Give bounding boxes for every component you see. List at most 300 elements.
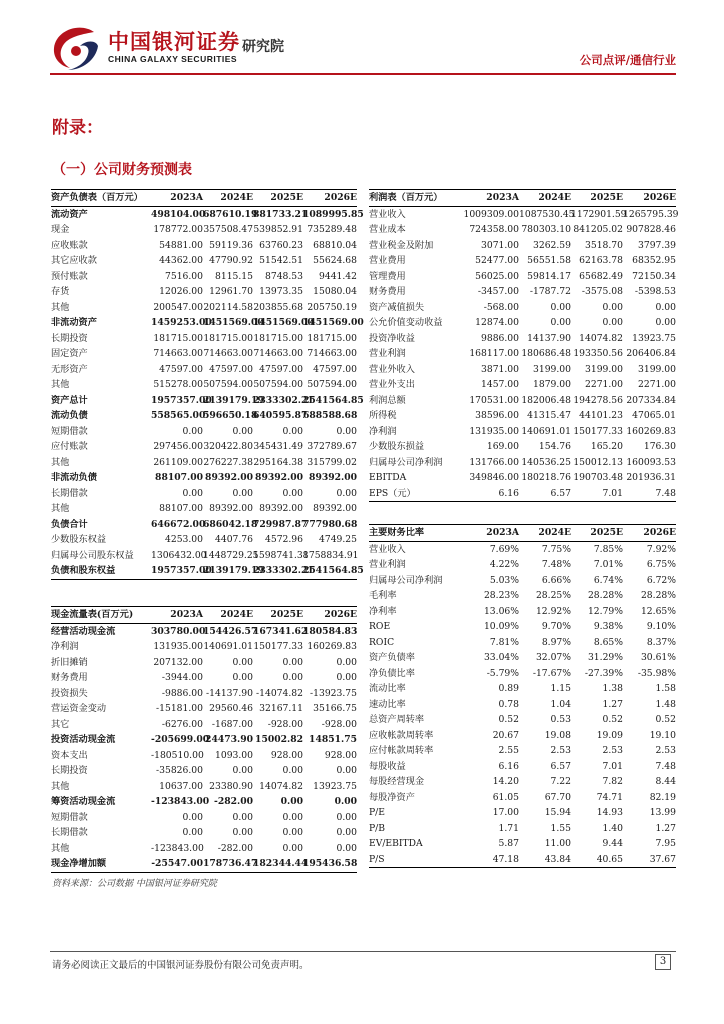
cell-value: 9.38% — [593, 621, 623, 632]
row-label: 营业外收入 — [369, 363, 415, 375]
cell-value: 7.95 — [655, 838, 676, 849]
table-row — [51, 548, 357, 564]
cell-value: 8.37% — [646, 636, 676, 648]
cell-value: 0.52 — [498, 714, 519, 725]
table-row — [51, 439, 357, 455]
cell-value: 47.18 — [461, 852, 519, 868]
cell-value: 261109.00 — [153, 456, 203, 468]
cell-value: 3797.39 — [638, 239, 676, 251]
cell-value: 89392.00 — [255, 472, 303, 483]
cell-value: 11.00 — [544, 838, 571, 849]
table-row — [51, 424, 357, 440]
cell-value: 9886.00 — [481, 332, 519, 344]
table-header-row — [369, 525, 676, 542]
row-label: 应收帐款周转率 — [369, 729, 434, 741]
cell-value: 3199.00 — [585, 363, 623, 375]
cell-value: 168117.00 — [469, 348, 519, 359]
cell-value: 1.71 — [498, 822, 519, 834]
column-header: 2023A — [151, 607, 203, 624]
row-label: 固定资产 — [51, 348, 88, 359]
column-header: 2024E — [519, 190, 571, 207]
cell-value: 1598741.38 — [253, 549, 309, 561]
cell-value: 928.00 — [270, 749, 303, 761]
cell-value: -5.79% — [486, 667, 519, 679]
report-header — [50, 22, 676, 74]
table-row — [369, 573, 676, 589]
cell-value: 38596.00 — [475, 410, 519, 421]
cell-value: 0.78 — [498, 698, 519, 710]
cell-value: -17.67% — [532, 667, 571, 679]
cell-value: 140536.25 — [521, 456, 571, 468]
cell-value: 52477.00 — [475, 255, 519, 266]
cell-value: 8.97% — [541, 636, 571, 648]
cell-value: 0.00 — [550, 317, 571, 328]
cell-value: 181715.00 — [253, 332, 303, 344]
row-label: 流动比率 — [369, 683, 406, 694]
cell-value: 1265795.39 — [623, 208, 679, 220]
cell-value: 1172901.59 — [571, 208, 627, 220]
cell-value: 68810.04 — [313, 239, 357, 251]
column-header: 2026E — [303, 190, 357, 207]
cell-value: 44362.00 — [159, 255, 203, 266]
row-label: 少数股东损益 — [369, 441, 425, 452]
cell-value: 1.27 — [655, 822, 676, 834]
cell-value: 170531.00 — [469, 394, 519, 406]
row-label: 经营活动现金流 — [51, 625, 116, 637]
cell-value: 539852.91 — [253, 224, 303, 235]
cell-value: 841205.02 — [573, 224, 623, 235]
cell-value: 320422.80 — [203, 441, 253, 452]
cell-value: 3262.59 — [533, 239, 571, 251]
cell-value: -1787.72 — [529, 286, 571, 297]
cell-value: 349846.00 — [469, 472, 519, 483]
cell-value: 182006.48 — [521, 394, 571, 406]
cell-value: 1879.00 — [533, 379, 571, 390]
cell-value: 6.16 — [461, 486, 519, 502]
cell-value: 4572.96 — [265, 534, 303, 545]
cell-value: 7.82 — [602, 776, 623, 787]
cell-value: 0.00 — [550, 301, 571, 313]
cell-value: 2139179.19 — [203, 563, 253, 579]
cell-value: 688588.68 — [303, 410, 358, 421]
table-row — [369, 393, 676, 409]
cell-value: 59814.17 — [527, 270, 571, 282]
footer-divider — [50, 951, 676, 952]
table-row — [369, 805, 676, 821]
table-row — [369, 743, 676, 759]
table-row — [51, 517, 357, 533]
row-label: 财务费用 — [51, 672, 88, 683]
cell-value: 89392.00 — [259, 503, 303, 514]
cell-value: -27.39% — [584, 667, 623, 679]
cell-value: 2.53 — [602, 745, 623, 756]
table-row — [369, 424, 676, 440]
cell-value: -6276.00 — [161, 718, 203, 730]
cell-value: 89392.00 — [313, 503, 357, 514]
table-row — [369, 790, 676, 806]
cell-value: 714663.00 — [253, 348, 303, 359]
row-label: 其他 — [51, 301, 70, 313]
cell-value: 194278.56 — [573, 394, 623, 406]
cell-value: 0.00 — [336, 765, 357, 776]
cell-value: 7.85% — [593, 543, 623, 555]
table-row — [51, 825, 357, 841]
cell-value: 6.75% — [646, 559, 676, 570]
table-row — [51, 563, 357, 579]
cell-value: -14074.82 — [256, 687, 303, 699]
cell-value: 2333302.21 — [253, 394, 314, 406]
row-label: 净负债比率 — [369, 667, 415, 679]
table-row — [369, 759, 676, 775]
cell-value: 7.48 — [655, 760, 676, 772]
cell-value: 167341.62 — [253, 625, 308, 637]
row-label: 流动负债 — [51, 410, 88, 421]
cell-value: 28.28% — [587, 590, 623, 601]
cell-value: 0.00 — [282, 656, 303, 668]
cell-value: 160093.53 — [626, 456, 676, 468]
cell-value: 176.30 — [643, 441, 676, 452]
cell-value: 14074.82 — [579, 332, 623, 344]
cell-value: 207334.84 — [626, 394, 676, 406]
cell-value: -14137.90 — [206, 687, 253, 699]
cell-value: 82.19 — [649, 791, 676, 803]
row-label: 所得税 — [369, 410, 397, 421]
row-label: 其他 — [51, 379, 70, 390]
logo-english-text: CHINA GALAXY SECURITIES — [108, 54, 238, 64]
income-statement-table — [369, 189, 679, 502]
row-label: 非流动负债 — [51, 472, 97, 483]
row-label: 少数股东权益 — [51, 534, 107, 545]
table-row — [369, 666, 676, 682]
row-label: 每股经营现金 — [369, 776, 425, 787]
cell-value: 13973.35 — [259, 286, 303, 297]
cell-value: 13.99 — [649, 807, 676, 818]
cell-value: 2271.00 — [585, 379, 623, 390]
institute-label: 研究院 — [242, 39, 284, 55]
table-row — [51, 393, 357, 409]
cell-value: 12874.00 — [475, 317, 519, 328]
cell-value: 131766.00 — [469, 456, 519, 468]
cell-value: 55624.68 — [313, 255, 357, 266]
cell-value: 6.57 — [550, 760, 571, 772]
table-row — [51, 284, 357, 300]
cell-value: 0.00 — [282, 765, 303, 776]
table-row — [51, 763, 357, 779]
cell-value: 372789.67 — [307, 441, 357, 452]
cell-value: -205699.00 — [151, 734, 210, 745]
cell-value: 1459253.00 — [151, 317, 212, 328]
row-label: 流动资产 — [51, 208, 88, 220]
table-row — [369, 377, 676, 393]
cell-value: 206406.84 — [626, 348, 676, 359]
table-header-row — [51, 190, 357, 207]
table-row — [51, 315, 357, 331]
cell-value: 7.48 — [623, 486, 676, 502]
cell-value: 35166.75 — [313, 703, 357, 714]
cell-value: 150012.13 — [573, 456, 623, 468]
cell-value: 19.09 — [596, 729, 623, 741]
table-row — [51, 670, 357, 686]
cell-value: 14074.82 — [259, 780, 303, 792]
cell-value: -282.00 — [214, 796, 253, 807]
cell-value: 154.76 — [538, 441, 571, 452]
table-row — [369, 557, 676, 573]
cell-value: 507594.00 — [203, 379, 253, 390]
cell-value: 4.22% — [489, 559, 519, 570]
table-row — [369, 300, 676, 316]
cell-value: 5.03% — [489, 574, 519, 586]
column-header: 2026E — [623, 190, 676, 207]
cell-value: 40.65 — [571, 852, 623, 868]
table-row — [369, 774, 676, 790]
cell-value: 9.10% — [646, 621, 676, 632]
cell-value: 9.70% — [541, 621, 571, 632]
cell-value: 729987.87 — [253, 518, 308, 530]
table-row — [369, 728, 676, 744]
section-title: （一）公司财务预测表 — [52, 162, 192, 178]
cell-value: 2333302.21 — [253, 563, 303, 579]
cell-value: 207132.00 — [153, 656, 203, 668]
column-header: 2023A — [151, 190, 203, 207]
cell-value: 20.67 — [492, 729, 519, 741]
cell-value: -9886.00 — [161, 687, 203, 699]
cell-value: 303780.00 — [151, 625, 206, 637]
cell-value: 68352.95 — [632, 255, 676, 266]
cell-value: 51542.51 — [259, 255, 303, 266]
cell-value: 47597.00 — [313, 363, 357, 375]
row-label: 长期投资 — [51, 332, 88, 344]
cell-value: 14.20 — [492, 776, 519, 787]
row-label: 短期借款 — [51, 811, 88, 823]
row-label: EPS（元） — [369, 486, 461, 502]
column-header: 2026E — [303, 607, 357, 624]
cell-value: 0.00 — [232, 765, 253, 776]
cell-value: 0.00 — [282, 811, 303, 823]
table-row — [51, 206, 357, 222]
cell-value: 0.00 — [336, 425, 357, 437]
row-label: 其他 — [51, 503, 70, 514]
cell-value: 17.00 — [492, 807, 519, 818]
cell-value: 4407.76 — [215, 534, 253, 545]
table-title: 主要财务比率 — [369, 525, 461, 542]
disclaimer-text: 请务必阅读正文最后的中国银河证券股份有限公司免责声明。 — [52, 960, 309, 971]
cell-value: 203855.68 — [253, 301, 303, 313]
cell-value: 0.00 — [182, 425, 203, 437]
cell-value: 297456.00 — [153, 441, 203, 452]
cell-value: 12.79% — [587, 605, 623, 617]
row-label: 负债和股东权益 — [51, 563, 151, 579]
cell-value: 276227.38 — [203, 456, 253, 468]
table-row — [51, 346, 357, 362]
cell-value: 7.92% — [646, 543, 676, 555]
table-row — [369, 486, 676, 502]
cell-value: -180510.00 — [151, 749, 204, 761]
cell-value: 596650.18 — [203, 410, 258, 421]
table-row — [369, 470, 676, 486]
cell-value: 0.00 — [232, 672, 253, 683]
cell-value: 33.04% — [483, 652, 519, 663]
cell-value: 140691.01 — [521, 425, 571, 437]
row-label: 其他 — [51, 780, 70, 792]
cell-value: 15080.04 — [313, 286, 357, 297]
row-label: 资本支出 — [51, 749, 88, 761]
column-header: 2023A — [461, 190, 519, 207]
table-row — [51, 486, 357, 502]
cell-value: 0.00 — [282, 487, 303, 499]
row-label: 净利润 — [51, 641, 79, 652]
table-row — [369, 836, 676, 852]
row-label: EV/EBITDA — [369, 838, 423, 849]
cell-value: 37.67 — [623, 852, 676, 868]
cell-value: 7516.00 — [165, 270, 203, 282]
cell-value: 3518.70 — [585, 239, 623, 251]
row-label: 管理费用 — [369, 270, 406, 282]
cell-value: 3071.00 — [481, 239, 519, 251]
row-label: 营业成本 — [369, 224, 406, 235]
row-label: 折旧摊销 — [51, 656, 88, 668]
cell-value: 89392.00 — [205, 472, 253, 483]
row-label: 现金 — [51, 224, 70, 235]
table-row — [51, 717, 357, 733]
cell-value: 0.00 — [182, 487, 203, 499]
cell-value: 0.00 — [232, 487, 253, 499]
cell-value: 180686.48 — [521, 348, 571, 359]
report-type: 公司点评/通信行业 — [579, 53, 676, 67]
row-label: 营运资金变动 — [51, 703, 107, 714]
cell-value: 687610.19 — [203, 208, 258, 220]
row-label: 营业收入 — [369, 208, 406, 220]
cell-value: 1457.00 — [481, 379, 519, 390]
cell-value: 7.81% — [489, 636, 519, 648]
row-label: P/S — [369, 852, 461, 868]
cell-value: 7.48% — [541, 559, 571, 570]
row-label: 归属母公司股东权益 — [51, 549, 134, 561]
cell-value: 0.00 — [232, 811, 253, 823]
column-header: 2026E — [623, 525, 676, 542]
table-row — [369, 604, 676, 620]
table-row — [51, 701, 357, 717]
cell-value: 0.00 — [282, 827, 303, 838]
cell-value: 12026.00 — [159, 286, 203, 297]
cell-value: 1306432.00 — [151, 549, 207, 561]
table-row — [369, 346, 676, 362]
table-row — [369, 408, 676, 424]
cell-value: 195436.58 — [303, 856, 357, 872]
cell-value: 724358.00 — [469, 224, 519, 235]
cell-value: 182344.44 — [253, 856, 303, 872]
cell-value: 150177.33 — [253, 641, 303, 652]
row-label: 应付帐款周转率 — [369, 745, 434, 756]
cell-value: 7.69% — [489, 543, 519, 555]
cell-value: 1451569.00 — [253, 317, 314, 328]
cell-value: -282.00 — [217, 842, 253, 854]
cell-value: 47790.92 — [209, 255, 253, 266]
cell-value: 7.01% — [593, 559, 623, 570]
cell-value: 19.08 — [544, 729, 571, 741]
cell-value: 3199.00 — [533, 363, 571, 375]
table-row — [51, 222, 357, 238]
row-label: 营业收入 — [369, 543, 406, 555]
cell-value: 62163.78 — [579, 255, 623, 266]
cell-value: 89392.00 — [309, 472, 357, 483]
cell-value: 1957357.00 — [151, 563, 203, 579]
cell-value: 0.00 — [336, 811, 357, 823]
cell-value: 2271.00 — [638, 379, 676, 390]
cell-value: 0.00 — [336, 656, 357, 668]
cell-value: 44101.23 — [579, 410, 623, 421]
cell-value: 32.07% — [535, 652, 571, 663]
row-label: 每股净资产 — [369, 791, 415, 803]
table-row — [369, 362, 676, 378]
table-row — [369, 222, 676, 238]
table-header-row — [51, 607, 357, 624]
row-label: 净利润 — [369, 425, 397, 437]
cell-value: 928.00 — [324, 749, 357, 761]
cell-value: 1451569.00 — [303, 317, 364, 328]
cell-value: 2.53 — [655, 745, 676, 756]
table-row — [369, 284, 676, 300]
row-label: 营业外支出 — [369, 379, 415, 390]
cell-value: 1957357.00 — [151, 394, 212, 406]
table-row — [369, 455, 676, 471]
cell-value: 181715.00 — [307, 332, 357, 344]
cell-value: 0.00 — [282, 425, 303, 437]
cell-value: 178736.47 — [203, 856, 253, 872]
table-row — [369, 439, 676, 455]
cell-value: 0.00 — [182, 827, 203, 838]
cell-value: 1.27 — [602, 698, 623, 710]
table-row — [51, 732, 357, 748]
table-row — [369, 588, 676, 604]
row-label: 短期借款 — [51, 425, 88, 437]
column-header: 2025E — [571, 525, 623, 542]
cell-value: -35826.00 — [156, 765, 203, 776]
cell-value: 12.65% — [640, 605, 676, 617]
table-row — [369, 331, 676, 347]
cell-value: -35.98% — [637, 667, 676, 679]
cell-value: 54881.00 — [159, 239, 203, 251]
cell-value: 6.57 — [519, 486, 571, 502]
cell-value: -3457.00 — [477, 286, 519, 297]
cell-value: 1.55 — [550, 822, 571, 834]
table-title: 资产负债表（百万元） — [51, 190, 151, 207]
cell-value: 507594.00 — [307, 379, 357, 390]
row-label: 归属母公司净利润 — [369, 456, 443, 468]
cell-value: 180584.83 — [303, 625, 358, 637]
cell-value: 47065.01 — [632, 410, 676, 421]
row-label: 投资活动现金流 — [51, 734, 116, 745]
table-title: 利润表（百万元） — [369, 190, 461, 207]
cell-value: 47597.00 — [159, 363, 203, 375]
cell-value: 131935.00 — [469, 425, 519, 437]
table-row — [369, 852, 676, 868]
cell-value: 29560.46 — [209, 703, 253, 714]
row-label: P/E — [369, 807, 385, 818]
table-row — [51, 269, 357, 285]
cell-value: 200547.00 — [153, 301, 203, 313]
cell-value: 7.75% — [541, 543, 571, 555]
cell-value: 8.44 — [655, 776, 676, 787]
financial-ratios-table — [369, 524, 676, 868]
cell-value: 15.94 — [544, 807, 571, 818]
table-row — [51, 455, 357, 471]
cell-value: 6.16 — [498, 760, 519, 772]
row-label: 投资损失 — [51, 687, 88, 699]
row-label: ROIC — [369, 636, 395, 648]
cell-value: 735289.48 — [307, 224, 357, 235]
row-label: 筹资活动现金流 — [51, 796, 116, 807]
cell-value: 640595.87 — [253, 410, 308, 421]
